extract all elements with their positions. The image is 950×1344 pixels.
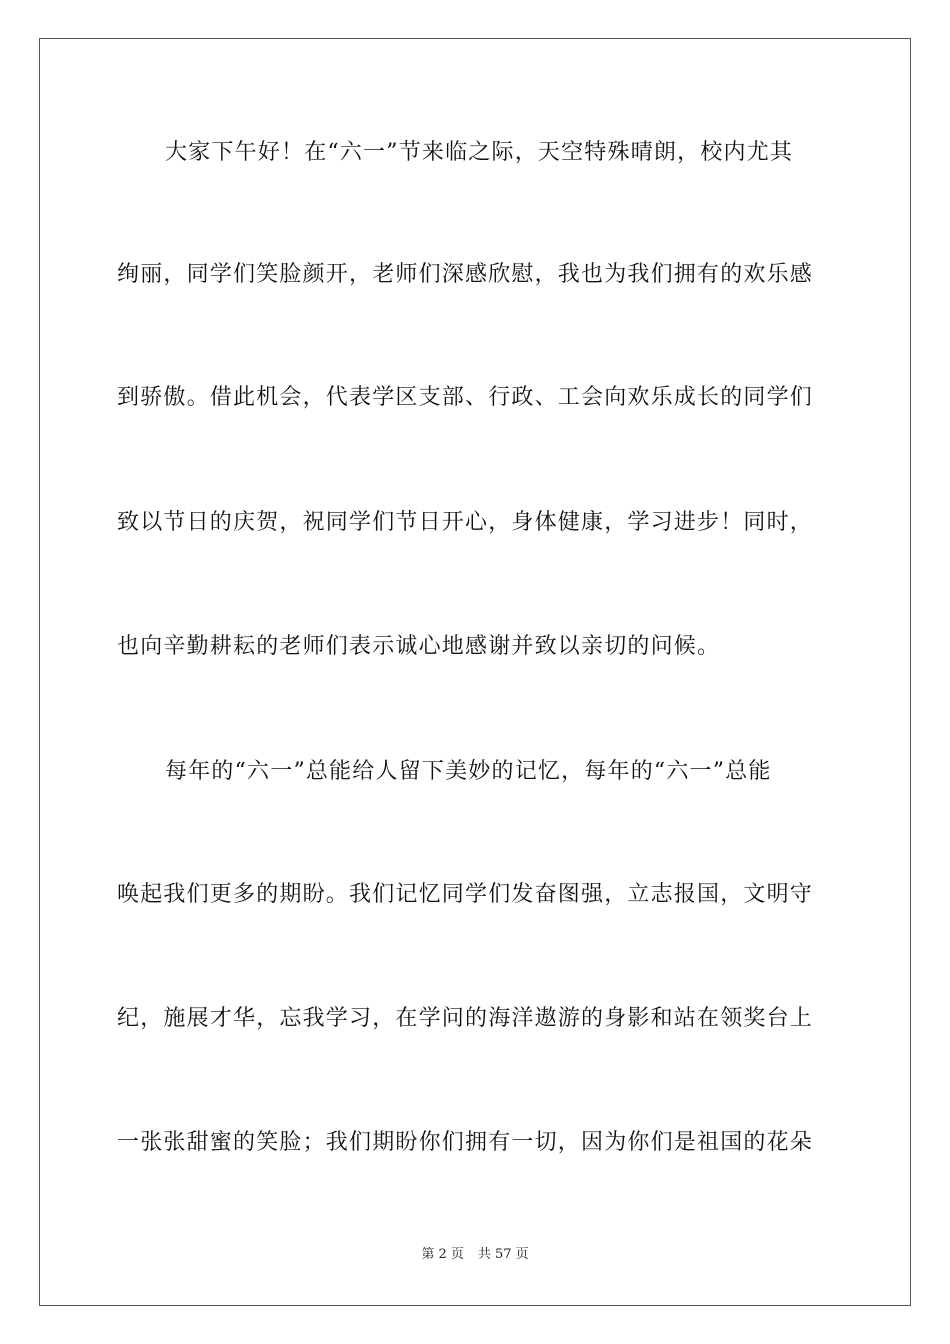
paragraph-2-line-1: 每年的“六一”总能给人留下美妙的记忆，每年的“六一”总能 bbox=[165, 759, 772, 784]
paragraph-2-line-3: 纪，施展才华，忘我学习，在学问的海洋遨游的身影和站在领奖台上 bbox=[117, 1006, 814, 1031]
paragraph-1-line-4: 致以节日的庆贺，祝同学们节日开心，身体健康，学习进步！同时， bbox=[117, 510, 814, 535]
page-number: 第 2 页 bbox=[421, 1247, 464, 1262]
paragraph-1-line-1: 大家下午好！在“六一”节来临之际，天空特殊晴朗，校内尤其 bbox=[165, 140, 794, 165]
page-frame bbox=[39, 38, 911, 1306]
page-footer bbox=[0, 1246, 950, 1264]
paragraph-1-line-5: 也向辛勤耕耘的老师们表示诚心地感谢并致以亲切的问候。 bbox=[117, 634, 721, 659]
paragraph-2-line-2: 唤起我们更多的期盼。我们记忆同学们发奋图强，立志报国，文明守 bbox=[117, 882, 814, 907]
total-pages: 共 57 页 bbox=[477, 1247, 529, 1262]
paragraph-1-line-3: 到骄傲。借此机会，代表学区支部、行政、工会向欢乐成长的同学们 bbox=[117, 385, 814, 410]
paragraph-1-line-2: 绚丽，同学们笑脸颜开，老师们深感欣慰，我也为我们拥有的欢乐感 bbox=[117, 262, 814, 287]
paragraph-2-line-4: 一张张甜蜜的笑脸；我们期盼你们拥有一切，因为你们是祖国的花朵 bbox=[117, 1130, 814, 1155]
